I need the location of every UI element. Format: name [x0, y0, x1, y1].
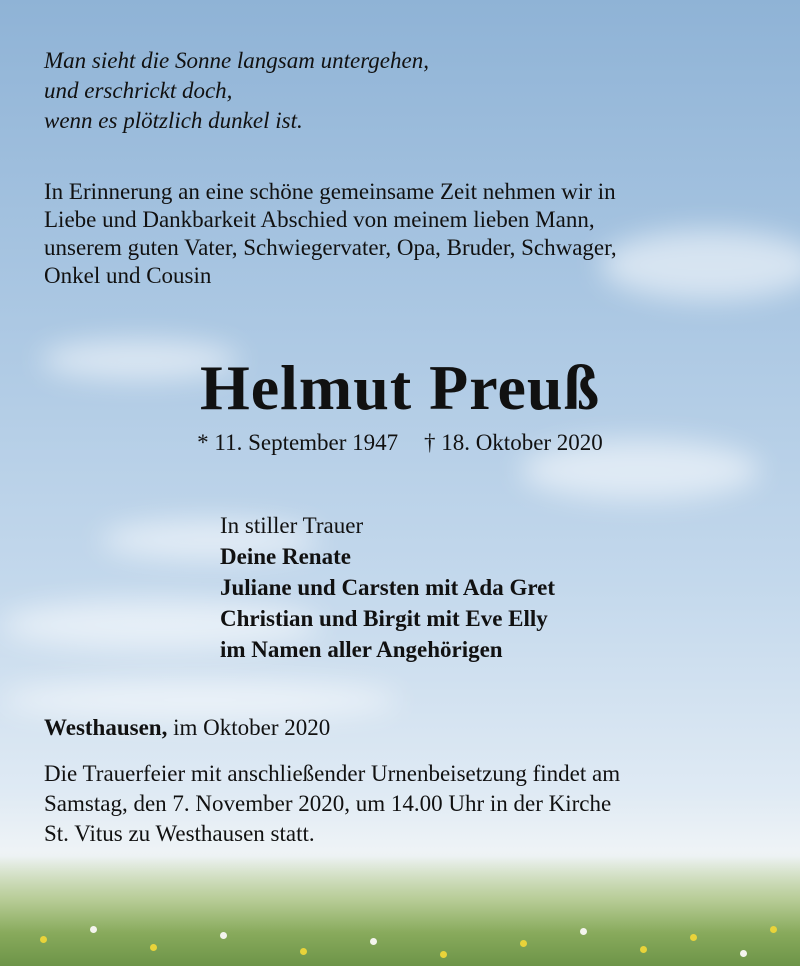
place-date: [44, 713, 330, 743]
intro-text: [44, 178, 764, 290]
flower: [220, 932, 227, 939]
mourners: [220, 510, 555, 665]
intro-line: unserem guten Vater, Schwiegervater, Opa, Bruder, Schwager,: [44, 235, 617, 260]
poem: [44, 46, 429, 136]
poem-line: Man sieht die Sonne langsam untergehen,: [44, 48, 429, 73]
place-date-text: im Oktober 2020: [167, 715, 331, 740]
flower: [150, 944, 157, 951]
service-info: [44, 759, 764, 849]
flower: [90, 926, 97, 933]
life-dates: [0, 428, 800, 458]
intro-line: Onkel und Cousin: [44, 263, 212, 288]
flower: [40, 936, 47, 943]
flower: [370, 938, 377, 945]
service-line: Samstag, den 7. November 2020, um 14.00 Uhr in der Kirche: [44, 791, 612, 816]
flower: [640, 946, 647, 953]
intro-line: In Erinnerung an eine schöne gemeinsame Zeit nehmen wir in: [44, 179, 616, 204]
meadow-background: [0, 856, 800, 966]
poem-line: wenn es plötzlich dunkel ist.: [44, 108, 303, 133]
deceased-name: Helmut Preuß: [199, 352, 601, 423]
flower: [770, 926, 777, 933]
mourner-name: Deine Renate: [220, 544, 351, 569]
flower: [520, 940, 527, 947]
service-line: St. Vitus zu Westhausen statt.: [44, 821, 315, 846]
flower: [690, 934, 697, 941]
mourners-heading: In stiller Trauer: [220, 513, 364, 538]
birth-date: * 11. September 1947: [197, 430, 399, 455]
mourner-name: im Namen aller Angehörigen: [220, 637, 503, 662]
place-town: Westhausen,: [44, 715, 168, 740]
service-line: Die Trauerfeier mit anschließender Urnenbeisetzung findet am: [44, 761, 621, 786]
flower: [300, 948, 307, 955]
poem-line: und erschrickt doch,: [44, 78, 233, 103]
flower: [740, 950, 747, 957]
mourner-name: Christian und Birgit mit Eve Elly: [220, 606, 548, 631]
flower: [440, 951, 447, 958]
mourner-name: Juliane und Carsten mit Ada Gret: [220, 575, 556, 600]
intro-line: Liebe und Dankbarkeit Abschied von meinem lieben Mann,: [44, 207, 595, 232]
flower: [580, 928, 587, 935]
death-date: † 18. Oktober 2020: [423, 430, 603, 455]
